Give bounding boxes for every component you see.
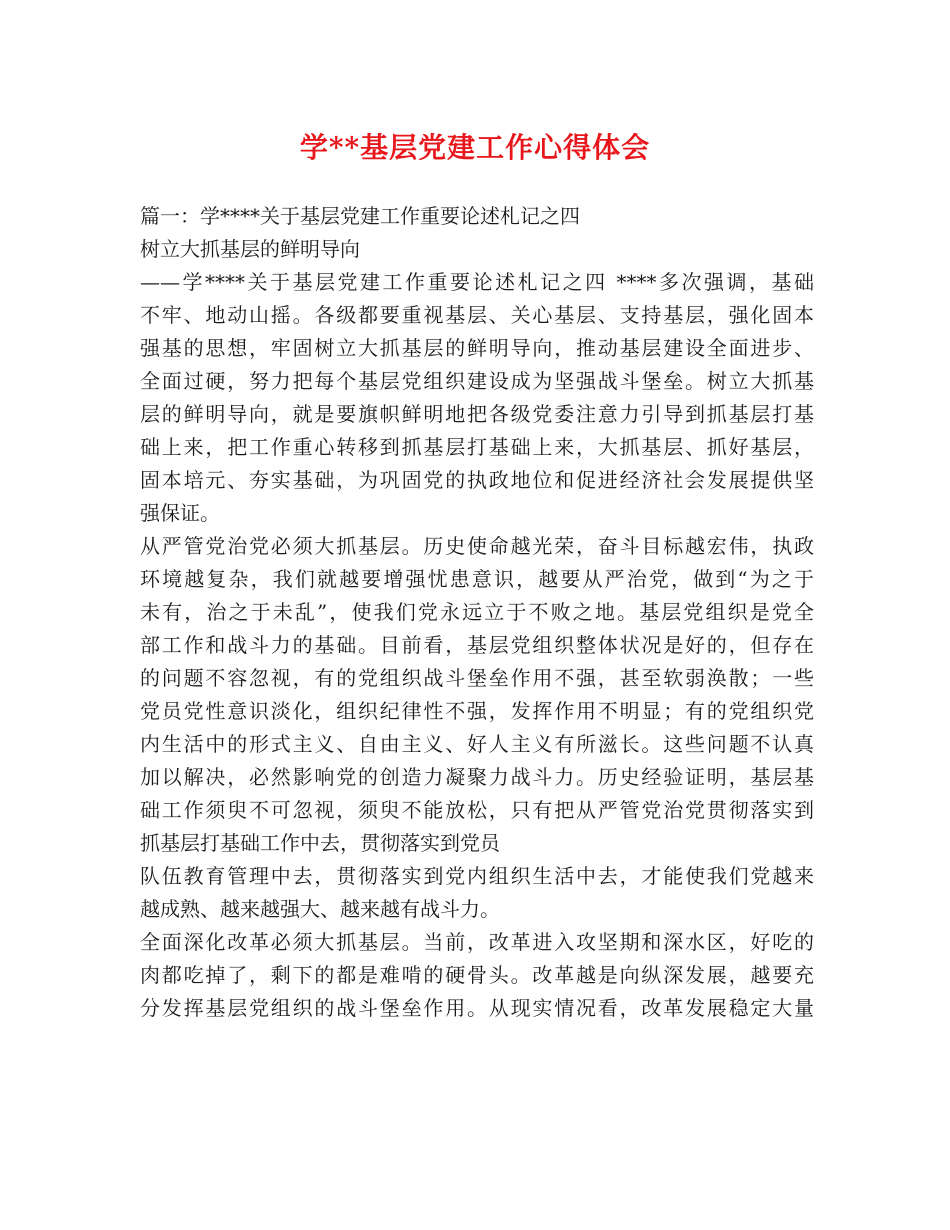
body-line: 越成熟、越来越强大、越来越有战斗力。: [140, 897, 500, 921]
body-line: 分发挥基层党组织的战斗堡垒作用。从现实情况看，改革发展稳定大量: [140, 996, 814, 1020]
body-line: 不牢、地动山摇。各级都要重视基层、关心基层、支持基层，强化固本: [140, 303, 814, 327]
body-line: 全面深化改革必须大抓基层。当前，改革进入攻坚期和深水区，好吃的: [140, 930, 814, 954]
body-line: 的问题不容忽视，有的党组织战斗堡垒作用不强，甚至软弱涣散；一些: [140, 666, 814, 690]
body-line: 环境越复杂，我们就越要增强忧患意识，越要从严治党，做到“为之于: [140, 567, 814, 591]
body-line: 树立大抓基层的鲜明导向: [140, 237, 360, 261]
body-line: 础上来，把工作重心转移到抓基层打基础上来，大抓基层、抓好基层，: [140, 435, 814, 459]
body-line: 篇一：学****关于基层党建工作重要论述札记之四: [140, 204, 580, 228]
body-line: ——学****关于基层党建工作重要论述札记之四 ****多次强调，基础: [140, 270, 814, 294]
body-line: 强保证。: [140, 501, 220, 525]
body-line: 肉都吃掉了，剩下的都是难啃的硬骨头。改革越是向纵深发展，越要充: [140, 963, 814, 987]
body-line: 全面过硬，努力把每个基层党组织建设成为坚强战斗堡垒。树立大抓基: [140, 369, 814, 393]
body-line: 部工作和战斗力的基础。目前看，基层党组织整体状况是好的，但存在: [140, 633, 814, 657]
body-line: 内生活中的形式主义、自由主义、好人主义有所滋长。这些问题不认真: [140, 732, 814, 756]
document-title: 学**基层党建工作心得体会: [299, 131, 651, 164]
body-line: 队伍教育管理中去，贯彻落实到党内组织生活中去，才能使我们党越来: [140, 864, 814, 888]
body-line: 从严管党治党必须大抓基层。历史使命越光荣，奋斗目标越宏伟，执政: [140, 534, 814, 558]
body-line: 党员党性意识淡化，组织纪律性不强，发挥作用不明显；有的党组织党: [140, 699, 814, 723]
body-line: 础工作须臾不可忽视，须臾不能放松，只有把从严管党治党贯彻落实到: [140, 798, 814, 822]
body-line: 未有，治之于未乱”，使我们党永远立于不败之地。基层党组织是党全: [140, 600, 814, 624]
body-line: 强基的思想，牢固树立大抓基层的鲜明导向，推动基层建设全面进步、: [140, 336, 814, 360]
body-line: 固本培元、夯实基础，为巩固党的执政地位和促进经济社会发展提供坚: [140, 468, 814, 492]
body-line: 层的鲜明导向，就是要旗帜鲜明地把各级党委注意力引导到抓基层打基: [140, 402, 814, 426]
body-line: 抓基层打基础工作中去，贯彻落实到党员: [140, 831, 500, 855]
document-body: [140, 200, 814, 1025]
body-line: 加以解决，必然影响党的创造力凝聚力战斗力。历史经验证明，基层基: [140, 765, 814, 789]
